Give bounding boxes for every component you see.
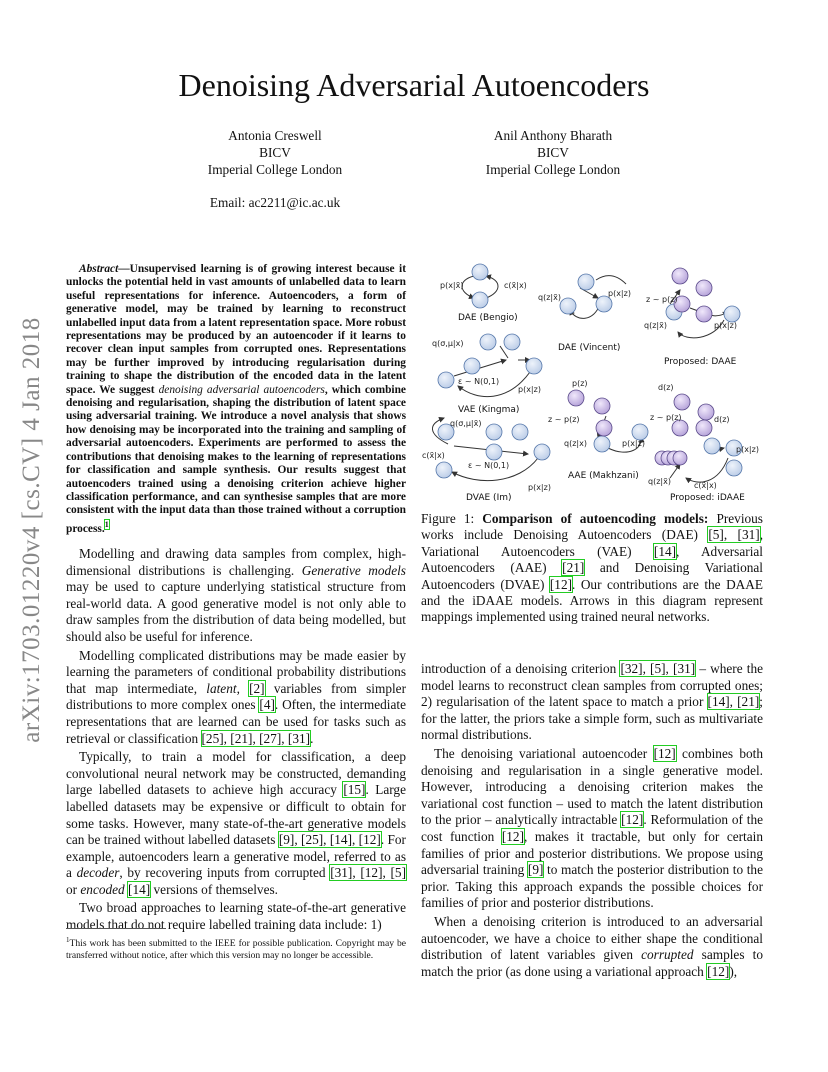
svg-text:q(z|x̃): q(z|x̃) [538,293,561,302]
svg-text:z ~ p(z): z ~ p(z) [650,413,682,422]
citation-link[interactable]: [14] [128,881,151,897]
paragraph: Modelling complicated distributions may be made easier by learning the parameters of conditional probability distributions that map intermediate, latent, [2] variables from simpler distributions to more complex ones [4]. Often, the intermediate representations that are learned can be used for tasks such as retrieval or classification [25], [21], [27], [31]. [66,647,406,746]
citation-link[interactable]: [2] [249,680,265,696]
diagram-label: AAE (Makhzani) [568,471,639,481]
figure-1-diagram [418,262,768,506]
paragraph: Typically, to train a model for classification, a deep convolutional neural network may be constructed, demanding large labelled datasets to achieve high accuracy [15]. Large labelled datasets may be expensive or difficult to obtain for some tasks. However, many state-of-the-art generative models can be trained without labelled datasets [9], [25], [14], [12]. For example, autoencoders learn a generative model, referred to as a decoder, by recovering inputs from corrupted [31], [12], [5] or encoded [14] versions of themselves. [66,749,406,897]
arxiv-identifier: arXiv:1703.01220v4 [cs.CV] 4 Jan 2018 [18,317,45,743]
svg-text:p(x|z): p(x|z) [608,289,631,298]
citation-link[interactable]: [32], [5], [31] [620,661,696,676]
svg-text:q(σ,μ|x̃): q(σ,μ|x̃) [450,419,482,428]
footnote-rule [66,928,166,929]
citation-link[interactable]: [12] [549,576,573,592]
footnote-link[interactable]: 1 [104,519,109,529]
diagram-label: DAE (Bengio) [458,313,518,323]
abstract [66,263,406,536]
paragraph: Modelling and drawing data samples from complex, high-dimensional distributions is challenging. Generative models may be used to capture underlying statistical structure from real-world data. A good generative model is not only able to draw samples from the distribution of data being modelled, but should also be useful for inference. [66,546,406,644]
svg-text:d(z): d(z) [658,383,674,392]
svg-text:p(x|z): p(x|z) [736,445,759,454]
svg-text:ε ~ N(0,1): ε ~ N(0,1) [468,461,510,470]
svg-text:c(x̃|x): c(x̃|x) [694,481,717,490]
svg-text:ε ~ N(0,1): ε ~ N(0,1) [458,377,500,386]
diagram-label: DAE (Vincent) [558,343,621,353]
citation-link[interactable]: [12] [653,745,676,761]
citation-link[interactable]: [31], [12], [5] [330,865,406,881]
svg-text:p(x|z): p(x|z) [622,439,645,448]
author-affiliation: Imperial College London [207,162,343,177]
abstract-text: —Unsupervised learning is of growing interest because it unlocks the potential held in vast amounts of unlabelled data to learn useful representations for inference. Autoencoders, a form of generative model, may be trained by learning to reconstruct unlabelled input data from a latent representation space. More robust representations may be produced by an autoencoder if it learns to recover clean input samples from corrupted ones. Representations may be further improved by introducing regularisation during training to shape the distribution of the encoded data in the latent space. We suggest [66,263,406,396]
diagram-label: Proposed: DAAE [664,357,737,367]
citation-link[interactable]: [12] [621,812,644,828]
svg-text:c(x̃|x): c(x̃|x) [422,451,445,460]
diagram-label: Proposed: iDAAE [670,493,745,503]
citation-link[interactable]: [9], [25], [14], [12] [278,832,381,848]
citation-link[interactable]: [12] [501,828,525,844]
svg-text:q(z|x): q(z|x) [564,439,587,448]
svg-text:q(σ,μ|x): q(σ,μ|x) [432,339,464,348]
author-block-1 [170,127,380,178]
svg-text:p(z): p(z) [572,379,588,388]
citation-link[interactable]: [15] [343,782,366,798]
abstract-emphasis: denoising adversarial autoencoders [158,383,325,396]
svg-text:q(z|x̃): q(z|x̃) [644,321,667,330]
author-group: BICV [259,145,291,160]
svg-text:z ~ p(z): z ~ p(z) [646,295,678,304]
citation-link[interactable]: [4] [259,697,275,713]
author-name: Anil Anthony Bharath [493,128,613,143]
svg-text:p(x|z): p(x|z) [528,483,551,492]
left-column [66,546,406,936]
citation-link[interactable]: [14], [21] [707,694,760,710]
svg-text:d(z): d(z) [714,415,730,424]
citation-link[interactable]: [25], [21], [27], [31] [201,730,311,746]
svg-text:z ~ p(z): z ~ p(z) [548,415,580,424]
paragraph: introduction of a denoising criterion [32], [5], [31] – where the model learns to reconstruct clean samples from corrupted ones; 2) regularisation of the latent space to match a prior [14], [21]; for the latter, the priors take a simple form, such as multivariate normal distributions. [421,661,763,743]
diagram-label: DVAE (Im) [466,493,512,503]
footnote: $^1$This work has been submitted to the IEEE for possible publication. Copyright may be transferred without notice, after which this version may no longer be accessible. [66,936,406,961]
author-email: Email: ac2211@ic.ac.uk [209,195,341,210]
right-column [421,661,763,982]
author-affiliation: Imperial College London [485,162,621,177]
svg-text:p(x|z): p(x|z) [518,385,541,394]
citation-link[interactable]: [12] [707,963,730,979]
abstract-label: Abstract [79,263,119,275]
author-block-2 [448,127,658,178]
svg-text:c(x̃|x): c(x̃|x) [504,281,527,290]
abstract-text-continued: , which combine denoising and regularisation, shaping the distribution of latent space using adversarial training. We introduce a novel analysis that shows how denoising may be incorporated into the training and sampling of adversarial autoencoders. Experiments are performed to assess the contributions that denoising makes to the learning of representations for classification and sample synthesis. Our results suggest that autoencoders trained using a denoising criterion achieve higher classification performance, and can synthesise samples that are more consistent with the input data than those trained without a corruption process. [66,383,406,535]
figure-caption: Figure 1: Comparison of autoencoding models: Previous works include Denoising Autoencoders (DAE) [5], [31], Variational Autoencoders (VAE) [14], Adversarial Autoencoders (AAE) [21] and Denoising Variational Autoencoders (DVAE) [12]. Our contributions are the DAAE and the iDAAE models. Arrows in this diagram represent mappings implemented using trained neural networks. [421,511,764,625]
svg-text:q(z|x̃): q(z|x̃) [648,477,671,486]
arxiv-sidebar [2,310,62,750]
paragraph: When a denoising criterion is introduced to an adversarial autoencoder, we have a choice to either shape the conditional distribution of latent variables given corrupted samples to match the prior (as done using a variational approach [12]), [421,913,763,979]
paper-title: Denoising Adversarial Autoencoders [178,67,650,103]
paragraph: The denoising variational autoencoder [12] combines both denoising and regularisation in a single generative model. However, introducing a denoising criterion makes the variational cost function – used to match the latent distribution to the prior – analytically intractable [12]. Reformulation of the cost function [12], makes it tractable, but only for certain families of prior and posterior distributions. We propose using adversarial training [9] to match the posterior distribution to the prior. Taking this approach expands the possible choices for families of prior and posterior distributions. [421,745,763,911]
citation-link[interactable]: [21] [562,560,585,576]
citation-link[interactable]: [14] [653,543,677,559]
paragraph: Two broad approaches to learning state-of-the-art generative models that do not require labelled training data include: 1) [66,900,406,933]
author-group: BICV [537,145,569,160]
diagram-label: VAE (Kingma) [458,405,520,415]
svg-text:p(x|x̃): p(x|x̃) [440,281,464,290]
citation-link[interactable]: [5], [31] [708,527,760,543]
svg-text:p(x|z): p(x|z) [714,321,737,330]
citation-link[interactable]: [9] [527,862,544,878]
author-name: Antonia Creswell [228,128,322,143]
